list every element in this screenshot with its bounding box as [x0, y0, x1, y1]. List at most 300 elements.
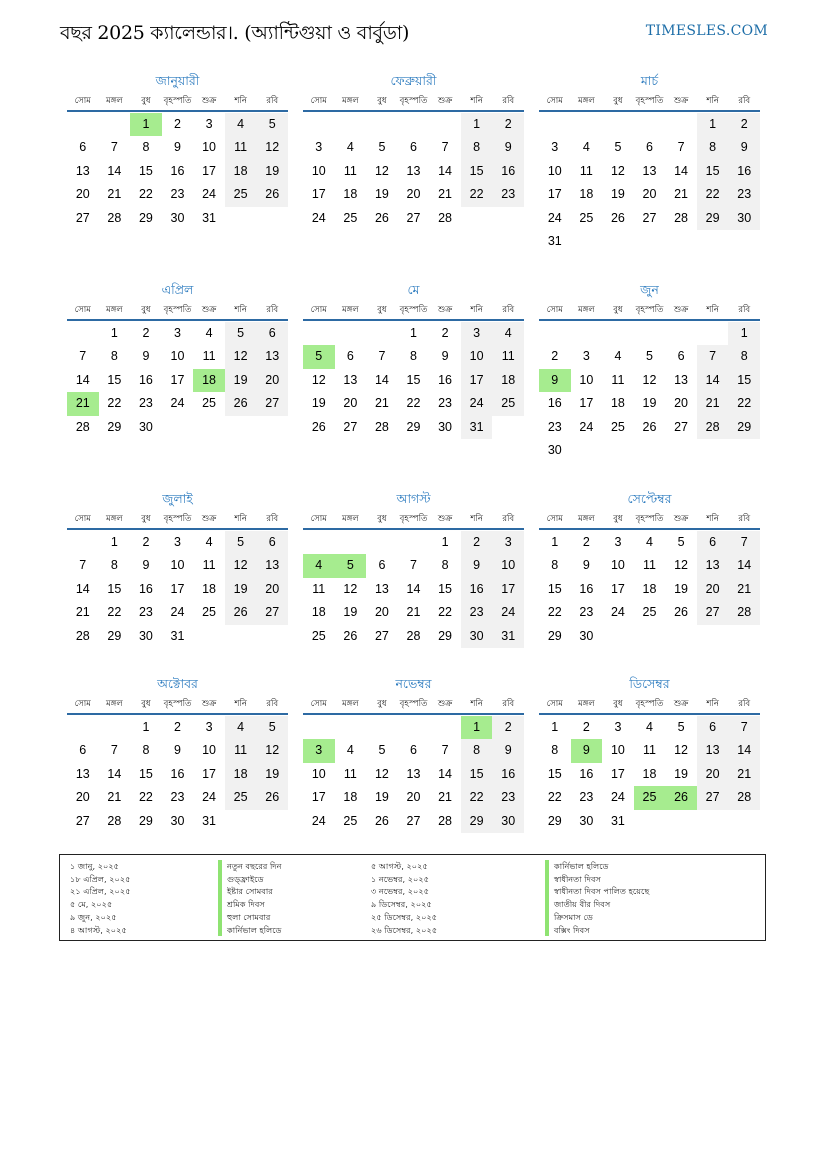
day-cell[interactable]: 15 [138, 766, 153, 781]
day-cell[interactable]: 9 [174, 743, 181, 758]
day-cell[interactable]: 11 [343, 766, 357, 781]
day-cell[interactable]: 11 [225, 136, 257, 159]
day-cell[interactable]: 30 [492, 810, 524, 833]
day-cell[interactable]: 30 [170, 210, 185, 225]
day-cell[interactable]: 28 [107, 210, 122, 225]
day-cell[interactable]: 6 [410, 140, 417, 155]
day-cell[interactable]: 14 [438, 163, 453, 178]
day-cell[interactable]: 1 [441, 535, 449, 549]
day-cell[interactable]: 15 [138, 163, 153, 178]
day-cell[interactable]: 27 [697, 786, 729, 809]
day-cell[interactable]: 22 [547, 605, 562, 620]
holiday-day-cell[interactable]: 3 [303, 739, 335, 762]
day-cell[interactable]: 9 [441, 349, 449, 364]
day-cell[interactable]: 19 [225, 578, 257, 601]
day-cell[interactable]: 14 [406, 581, 421, 596]
day-cell[interactable]: 11 [643, 558, 656, 573]
day-cell[interactable]: 7 [728, 716, 760, 739]
day-cell[interactable]: 5 [256, 113, 288, 136]
day-cell[interactable]: 23 [438, 396, 453, 411]
day-cell[interactable]: 17 [547, 187, 562, 202]
day-cell[interactable]: 22 [107, 605, 122, 620]
day-cell[interactable]: 8 [551, 743, 559, 758]
day-cell[interactable]: 25 [610, 419, 625, 434]
day-cell[interactable]: 15 [547, 581, 562, 596]
day-cell[interactable]: 25 [579, 210, 594, 225]
day-cell[interactable]: 18 [642, 766, 657, 781]
day-cell[interactable]: 14 [107, 163, 122, 178]
day-cell[interactable]: 18 [610, 396, 625, 411]
day-cell[interactable]: 8 [142, 743, 150, 758]
day-cell[interactable]: 2 [174, 117, 181, 131]
day-cell[interactable]: 31 [202, 813, 217, 828]
day-cell[interactable]: 26 [610, 210, 625, 225]
day-cell[interactable]: 27 [256, 392, 288, 415]
day-cell[interactable]: 14 [374, 372, 389, 387]
day-cell[interactable]: 20 [256, 578, 288, 601]
day-cell[interactable]: 30 [579, 628, 594, 643]
day-cell[interactable]: 17 [311, 790, 326, 805]
day-cell[interactable]: 22 [138, 790, 153, 805]
day-cell[interactable]: 21 [438, 790, 453, 805]
day-cell[interactable]: 8 [461, 739, 493, 762]
day-cell[interactable]: 29 [107, 628, 122, 643]
day-cell[interactable]: 19 [225, 369, 257, 392]
day-cell[interactable]: 23 [170, 187, 185, 202]
day-cell[interactable]: 19 [311, 396, 326, 411]
day-cell[interactable]: 8 [110, 558, 118, 573]
day-cell[interactable]: 2 [728, 113, 760, 136]
day-cell[interactable]: 22 [461, 786, 493, 809]
day-cell[interactable]: 17 [311, 187, 326, 202]
day-cell[interactable]: 9 [492, 136, 524, 159]
day-cell[interactable]: 7 [79, 349, 87, 364]
day-cell[interactable]: 8 [410, 349, 417, 364]
day-cell[interactable]: 17 [202, 766, 217, 781]
day-cell[interactable]: 3 [174, 326, 181, 340]
day-cell[interactable]: 26 [374, 813, 389, 828]
day-cell[interactable]: 29 [107, 419, 122, 434]
day-cell[interactable]: 24 [170, 396, 185, 411]
day-cell[interactable]: 17 [170, 372, 185, 387]
day-cell[interactable]: 12 [674, 743, 689, 758]
day-cell[interactable]: 24 [492, 601, 524, 624]
day-cell[interactable]: 14 [75, 372, 90, 387]
day-cell[interactable]: 21 [438, 187, 453, 202]
day-cell[interactable]: 15 [107, 372, 122, 387]
day-cell[interactable]: 30 [138, 419, 153, 434]
day-cell[interactable]: 31 [202, 210, 217, 225]
holiday-day-cell[interactable]: 1 [461, 716, 493, 739]
day-cell[interactable]: 3 [614, 535, 622, 549]
day-cell[interactable]: 24 [461, 392, 493, 415]
day-cell[interactable]: 27 [674, 419, 689, 434]
day-cell[interactable]: 10 [202, 140, 217, 155]
day-cell[interactable]: 19 [674, 581, 689, 596]
holiday-day-cell[interactable]: 21 [67, 392, 99, 415]
day-cell[interactable]: 20 [674, 396, 689, 411]
day-cell[interactable]: 26 [225, 392, 257, 415]
day-cell[interactable]: 2 [142, 535, 150, 549]
day-cell[interactable]: 20 [406, 790, 421, 805]
day-cell[interactable]: 17 [610, 581, 625, 596]
day-cell[interactable]: 14 [674, 163, 689, 178]
day-cell[interactable]: 13 [256, 554, 288, 577]
day-cell[interactable]: 10 [579, 372, 594, 387]
day-cell[interactable]: 26 [674, 605, 689, 620]
day-cell[interactable]: 28 [107, 813, 122, 828]
day-cell[interactable]: 16 [579, 581, 594, 596]
day-cell[interactable]: 13 [256, 345, 288, 368]
day-cell[interactable]: 20 [75, 187, 90, 202]
day-cell[interactable]: 28 [75, 628, 90, 643]
day-cell[interactable]: 1 [410, 326, 417, 340]
day-cell[interactable]: 29 [547, 813, 562, 828]
holiday-day-cell[interactable]: 5 [303, 345, 335, 368]
day-cell[interactable]: 20 [374, 605, 389, 620]
day-cell[interactable]: 24 [610, 790, 625, 805]
day-cell[interactable]: 12 [256, 136, 288, 159]
day-cell[interactable]: 19 [642, 396, 657, 411]
day-cell[interactable]: 25 [311, 628, 326, 643]
day-cell[interactable]: 27 [697, 601, 729, 624]
day-cell[interactable]: 26 [225, 601, 257, 624]
day-cell[interactable]: 27 [642, 210, 657, 225]
day-cell[interactable]: 3 [582, 349, 590, 364]
day-cell[interactable]: 11 [202, 349, 216, 364]
day-cell[interactable]: 17 [492, 578, 524, 601]
day-cell[interactable]: 3 [174, 535, 181, 549]
day-cell[interactable]: 25 [492, 392, 524, 415]
holiday-day-cell[interactable]: 4 [303, 554, 335, 577]
day-cell[interactable]: 28 [438, 210, 453, 225]
day-cell[interactable]: 30 [438, 419, 453, 434]
day-cell[interactable]: 10 [311, 163, 326, 178]
day-cell[interactable]: 12 [610, 163, 625, 178]
day-cell[interactable]: 20 [697, 763, 729, 786]
day-cell[interactable]: 5 [256, 716, 288, 739]
day-cell[interactable]: 18 [492, 369, 524, 392]
day-cell[interactable]: 30 [547, 442, 562, 457]
day-cell[interactable]: 1 [142, 720, 150, 734]
day-cell[interactable]: 26 [374, 210, 389, 225]
day-cell[interactable]: 18 [343, 187, 358, 202]
holiday-day-cell[interactable]: 26 [665, 786, 697, 809]
day-cell[interactable]: 16 [438, 372, 453, 387]
site-link[interactable]: TIMESLES.COM [645, 23, 768, 39]
day-cell[interactable]: 5 [646, 349, 653, 364]
day-cell[interactable]: 7 [728, 531, 760, 554]
day-cell[interactable]: 28 [728, 786, 760, 809]
day-cell[interactable]: 14 [438, 766, 453, 781]
day-cell[interactable]: 24 [579, 419, 594, 434]
day-cell[interactable]: 13 [697, 554, 729, 577]
day-cell[interactable]: 8 [142, 140, 150, 155]
day-cell[interactable]: 4 [646, 535, 653, 549]
day-cell[interactable]: 26 [311, 419, 326, 434]
day-cell[interactable]: 16 [138, 372, 153, 387]
day-cell[interactable]: 1 [461, 113, 493, 136]
day-cell[interactable]: 13 [697, 739, 729, 762]
day-cell[interactable]: 29 [461, 810, 493, 833]
day-cell[interactable]: 5 [677, 535, 685, 549]
day-cell[interactable]: 29 [697, 207, 729, 230]
day-cell[interactable]: 10 [311, 766, 326, 781]
day-cell[interactable]: 3 [614, 720, 622, 734]
day-cell[interactable]: 11 [492, 345, 524, 368]
day-cell[interactable]: 13 [374, 581, 389, 596]
day-cell[interactable]: 13 [642, 163, 657, 178]
day-cell[interactable]: 21 [374, 396, 389, 411]
day-cell[interactable]: 15 [697, 160, 729, 183]
day-cell[interactable]: 23 [492, 786, 524, 809]
day-cell[interactable]: 4 [614, 349, 622, 364]
day-cell[interactable]: 9 [142, 558, 150, 573]
day-cell[interactable]: 21 [107, 790, 122, 805]
day-cell[interactable]: 4 [205, 326, 213, 340]
day-cell[interactable]: 30 [728, 207, 760, 230]
day-cell[interactable]: 15 [461, 160, 493, 183]
day-cell[interactable]: 12 [674, 558, 689, 573]
day-cell[interactable]: 10 [610, 558, 625, 573]
day-cell[interactable]: 11 [343, 163, 357, 178]
day-cell[interactable]: 14 [75, 581, 90, 596]
day-cell[interactable]: 31 [461, 416, 493, 439]
holiday-day-cell[interactable]: 9 [571, 739, 603, 762]
day-cell[interactable]: 17 [610, 766, 625, 781]
day-cell[interactable]: 24 [170, 605, 185, 620]
day-cell[interactable]: 11 [202, 558, 216, 573]
day-cell[interactable]: 16 [492, 160, 524, 183]
day-cell[interactable]: 2 [582, 720, 590, 734]
day-cell[interactable]: 22 [438, 605, 453, 620]
day-cell[interactable]: 1 [110, 535, 118, 549]
day-cell[interactable]: 13 [674, 372, 689, 387]
day-cell[interactable]: 13 [75, 766, 90, 781]
day-cell[interactable]: 22 [461, 183, 493, 206]
day-cell[interactable]: 28 [674, 210, 689, 225]
day-cell[interactable]: 11 [225, 739, 257, 762]
day-cell[interactable]: 19 [343, 605, 358, 620]
day-cell[interactable]: 7 [677, 140, 685, 155]
day-cell[interactable]: 10 [170, 349, 185, 364]
day-cell[interactable]: 6 [646, 140, 653, 155]
day-cell[interactable]: 8 [728, 345, 760, 368]
holiday-day-cell[interactable]: 9 [539, 369, 571, 392]
day-cell[interactable]: 2 [551, 349, 559, 364]
day-cell[interactable]: 28 [406, 628, 421, 643]
day-cell[interactable]: 6 [697, 531, 729, 554]
holiday-day-cell[interactable]: 25 [634, 786, 666, 809]
day-cell[interactable]: 15 [461, 763, 493, 786]
day-cell[interactable]: 21 [406, 605, 421, 620]
day-cell[interactable]: 3 [205, 720, 213, 734]
day-cell[interactable]: 24 [202, 790, 217, 805]
day-cell[interactable]: 31 [610, 813, 625, 828]
day-cell[interactable]: 16 [138, 581, 153, 596]
day-cell[interactable]: 15 [438, 581, 453, 596]
day-cell[interactable]: 13 [406, 163, 421, 178]
day-cell[interactable]: 20 [406, 187, 421, 202]
day-cell[interactable]: 25 [202, 396, 217, 411]
day-cell[interactable]: 2 [492, 113, 524, 136]
day-cell[interactable]: 7 [110, 743, 118, 758]
day-cell[interactable]: 20 [343, 396, 358, 411]
day-cell[interactable]: 8 [697, 136, 729, 159]
day-cell[interactable]: 6 [256, 531, 288, 554]
day-cell[interactable]: 23 [579, 790, 594, 805]
day-cell[interactable]: 2 [142, 326, 150, 340]
day-cell[interactable]: 30 [579, 813, 594, 828]
day-cell[interactable]: 29 [728, 416, 760, 439]
day-cell[interactable]: 13 [75, 163, 90, 178]
day-cell[interactable]: 20 [75, 790, 90, 805]
day-cell[interactable]: 5 [614, 140, 622, 155]
day-cell[interactable]: 16 [170, 163, 185, 178]
day-cell[interactable]: 28 [374, 419, 389, 434]
day-cell[interactable]: 4 [346, 743, 354, 758]
day-cell[interactable]: 22 [697, 183, 729, 206]
day-cell[interactable]: 24 [311, 210, 326, 225]
day-cell[interactable]: 18 [579, 187, 594, 202]
day-cell[interactable]: 10 [170, 558, 185, 573]
day-cell[interactable]: 6 [256, 322, 288, 345]
day-cell[interactable]: 16 [492, 763, 524, 786]
day-cell[interactable]: 31 [547, 233, 562, 248]
day-cell[interactable]: 26 [343, 628, 358, 643]
day-cell[interactable]: 1 [728, 322, 760, 345]
day-cell[interactable]: 2 [492, 716, 524, 739]
day-cell[interactable]: 7 [378, 349, 386, 364]
day-cell[interactable]: 9 [142, 349, 150, 364]
day-cell[interactable]: 22 [547, 790, 562, 805]
day-cell[interactable]: 12 [374, 766, 389, 781]
day-cell[interactable]: 8 [110, 349, 118, 364]
day-cell[interactable]: 21 [697, 392, 729, 415]
day-cell[interactable]: 4 [646, 720, 653, 734]
day-cell[interactable]: 27 [343, 419, 358, 434]
day-cell[interactable]: 20 [256, 369, 288, 392]
day-cell[interactable]: 16 [547, 396, 562, 411]
day-cell[interactable]: 17 [579, 396, 594, 411]
day-cell[interactable]: 15 [728, 369, 760, 392]
day-cell[interactable]: 25 [642, 605, 657, 620]
day-cell[interactable]: 21 [728, 763, 760, 786]
day-cell[interactable]: 12 [374, 163, 389, 178]
day-cell[interactable]: 1 [110, 326, 118, 340]
day-cell[interactable]: 31 [170, 628, 185, 643]
day-cell[interactable]: 12 [343, 581, 358, 596]
day-cell[interactable]: 12 [256, 739, 288, 762]
day-cell[interactable]: 29 [138, 813, 153, 828]
day-cell[interactable]: 9 [461, 554, 493, 577]
day-cell[interactable]: 20 [642, 187, 657, 202]
day-cell[interactable]: 12 [642, 372, 657, 387]
holiday-day-cell[interactable]: 18 [193, 369, 225, 392]
day-cell[interactable]: 3 [315, 140, 323, 155]
day-cell[interactable]: 10 [461, 345, 493, 368]
day-cell[interactable]: 16 [579, 766, 594, 781]
day-cell[interactable]: 21 [107, 187, 122, 202]
day-cell[interactable]: 2 [174, 720, 181, 734]
day-cell[interactable]: 28 [438, 813, 453, 828]
day-cell[interactable]: 1 [551, 535, 559, 549]
day-cell[interactable]: 19 [374, 790, 389, 805]
day-cell[interactable]: 6 [697, 716, 729, 739]
day-cell[interactable]: 29 [438, 628, 453, 643]
day-cell[interactable]: 19 [256, 160, 288, 183]
day-cell[interactable]: 25 [343, 813, 358, 828]
day-cell[interactable]: 24 [311, 813, 326, 828]
day-cell[interactable]: 8 [441, 558, 449, 573]
day-cell[interactable]: 1 [551, 720, 559, 734]
holiday-day-cell[interactable]: 1 [130, 113, 162, 136]
holiday-day-cell[interactable]: 5 [335, 554, 367, 577]
day-cell[interactable]: 9 [582, 558, 590, 573]
day-cell[interactable]: 23 [492, 183, 524, 206]
day-cell[interactable]: 6 [346, 349, 354, 364]
day-cell[interactable]: 29 [138, 210, 153, 225]
day-cell[interactable]: 2 [441, 326, 449, 340]
day-cell[interactable]: 15 [406, 372, 421, 387]
day-cell[interactable]: 6 [410, 743, 417, 758]
day-cell[interactable]: 5 [378, 140, 386, 155]
day-cell[interactable]: 9 [728, 136, 760, 159]
day-cell[interactable]: 14 [107, 766, 122, 781]
day-cell[interactable]: 14 [728, 739, 760, 762]
day-cell[interactable]: 12 [311, 372, 326, 387]
day-cell[interactable]: 3 [551, 140, 559, 155]
day-cell[interactable]: 21 [75, 605, 90, 620]
day-cell[interactable]: 24 [202, 187, 217, 202]
day-cell[interactable]: 4 [346, 140, 354, 155]
day-cell[interactable]: 30 [138, 628, 153, 643]
day-cell[interactable]: 3 [461, 322, 493, 345]
day-cell[interactable]: 7 [79, 558, 87, 573]
day-cell[interactable]: 16 [461, 578, 493, 601]
day-cell[interactable]: 8 [551, 558, 559, 573]
day-cell[interactable]: 15 [107, 581, 122, 596]
day-cell[interactable]: 10 [547, 163, 562, 178]
day-cell[interactable]: 7 [441, 743, 449, 758]
day-cell[interactable]: 16 [170, 766, 185, 781]
day-cell[interactable]: 2 [582, 535, 590, 549]
day-cell[interactable]: 23 [461, 601, 493, 624]
day-cell[interactable]: 6 [79, 140, 87, 155]
day-cell[interactable]: 17 [461, 369, 493, 392]
day-cell[interactable]: 10 [610, 743, 625, 758]
day-cell[interactable]: 4 [492, 322, 524, 345]
day-cell[interactable]: 11 [312, 581, 326, 596]
day-cell[interactable]: 11 [579, 163, 593, 178]
day-cell[interactable]: 13 [406, 766, 421, 781]
day-cell[interactable]: 28 [728, 601, 760, 624]
day-cell[interactable]: 16 [728, 160, 760, 183]
day-cell[interactable]: 28 [75, 419, 90, 434]
day-cell[interactable]: 23 [170, 790, 185, 805]
day-cell[interactable]: 20 [697, 578, 729, 601]
day-cell[interactable]: 4 [205, 535, 213, 549]
day-cell[interactable]: 10 [202, 743, 217, 758]
day-cell[interactable]: 28 [697, 416, 729, 439]
day-cell[interactable]: 5 [677, 720, 685, 734]
day-cell[interactable]: 27 [256, 601, 288, 624]
day-cell[interactable]: 14 [728, 554, 760, 577]
day-cell[interactable]: 7 [441, 140, 449, 155]
day-cell[interactable]: 1 [697, 113, 729, 136]
day-cell[interactable]: 22 [107, 396, 122, 411]
day-cell[interactable]: 19 [256, 763, 288, 786]
